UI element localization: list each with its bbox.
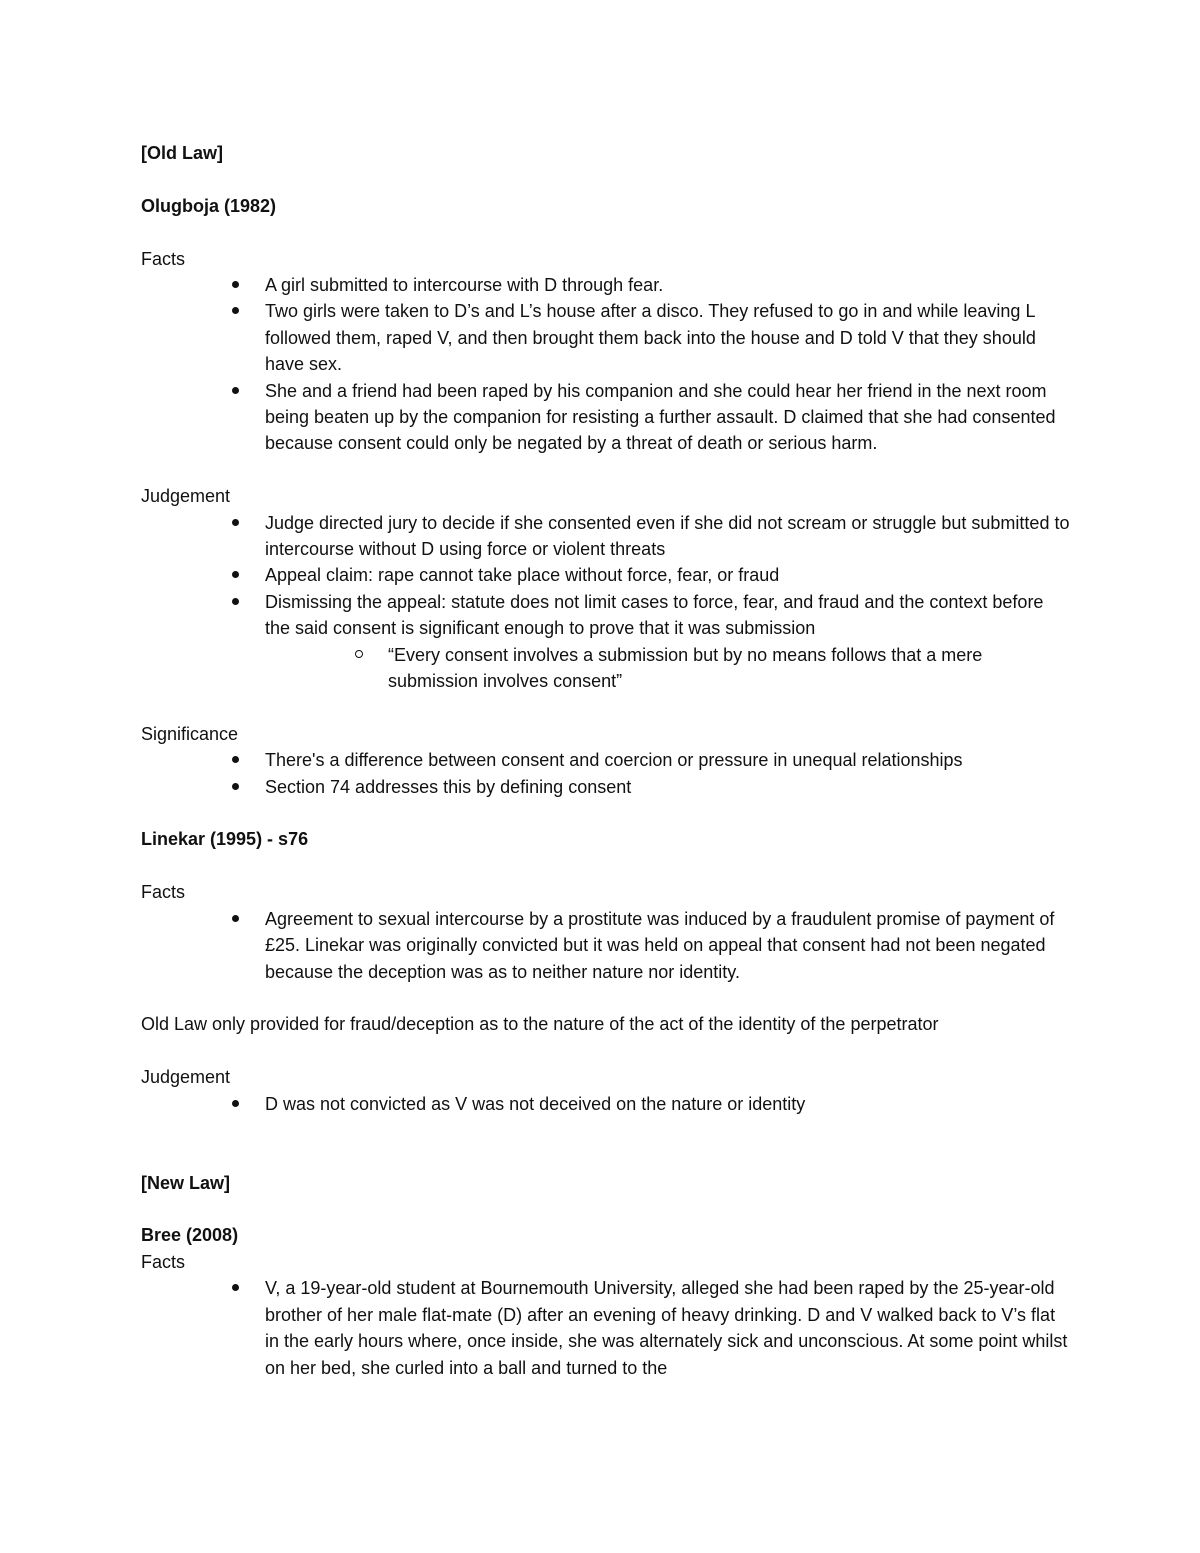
case-title-bree: Bree (2008) xyxy=(141,1225,239,1246)
olugboja-facts-list xyxy=(141,272,1071,457)
quote-item: “Every consent involves a submission but by no means follows that a mere submission involves consent” xyxy=(388,642,1071,695)
old-law-note: Old Law only provided for fraud/deception as to the nature of the act of the identity of the perpetrator xyxy=(141,1014,939,1035)
judgement-label: Judgement xyxy=(141,486,231,507)
list-item: A girl submitted to intercourse with D through fear. xyxy=(265,272,1071,298)
list-item: Judge directed jury to decide if she consented even if she did not scream or struggle but submitted to intercourse without D using force or violent threats xyxy=(265,510,1071,563)
olugboja-judgement-list xyxy=(141,510,1071,695)
judgement-label: Judgement xyxy=(141,1067,231,1088)
linekar-judgement-list xyxy=(141,1091,1071,1117)
list-item: Two girls were taken to D’s and L’s house after a disco. They refused to go in and while leaving L followed them, raped V, and then brought them back into the house and D told V that they should have sex. xyxy=(265,298,1071,377)
facts-label: Facts xyxy=(141,1251,186,1272)
bree-facts-list xyxy=(141,1275,1071,1381)
list-item: She and a friend had been raped by his companion and she could hear her friend in the next room being beaten up by the companion for resisting a further assault. D claimed that she had consented because consent could only be negated by a threat of death or serious harm. xyxy=(265,378,1071,457)
list-item: There's a difference between consent and coercion or pressure in unequal relationships xyxy=(265,747,1071,773)
list-item: Appeal claim: rape cannot take place without force, fear, or fraud xyxy=(265,562,1071,588)
judgement-sublist xyxy=(265,642,1071,695)
significance-label: Significance xyxy=(141,723,239,744)
list-item: D was not convicted as V was not deceived on the nature or identity xyxy=(265,1091,1071,1117)
list-item-text: Dismissing the appeal: statute does not limit cases to force, fear, and fraud and the context before the said consent is significant enough to prove that it was submission xyxy=(265,591,1044,639)
facts-label: Facts xyxy=(141,248,186,269)
document-page xyxy=(141,140,1071,1381)
case-title-linekar: Linekar (1995) - s76 xyxy=(141,829,309,850)
list-item: V, a 19-year-old student at Bournemouth University, alleged she had been raped by the 25-year-old brother of her male flat-mate (D) after an evening of heavy drinking. D and V walked back to V’s flat in the early hours where, once inside, she was alternately sick and unconscious. At some point whilst on her bed, she curled into a ball and turned to the xyxy=(265,1275,1071,1381)
old-law-heading: [Old Law] xyxy=(141,143,223,163)
list-item: Agreement to sexual intercourse by a prostitute was induced by a fraudulent promise of payment of £25. Linekar was originally convicted but it was held on appeal that consent had not been negated because the deception was as to neither nature nor identity. xyxy=(265,906,1071,985)
linekar-facts-list xyxy=(141,906,1071,985)
case-title-olugboja: Olugboja (1982) xyxy=(141,195,277,216)
facts-label: Facts xyxy=(141,882,186,903)
new-law-heading: [New Law] xyxy=(141,1172,231,1193)
olugboja-significance-list xyxy=(141,747,1071,800)
list-item: Section 74 addresses this by defining consent xyxy=(265,774,1071,800)
list-item xyxy=(265,589,1071,695)
